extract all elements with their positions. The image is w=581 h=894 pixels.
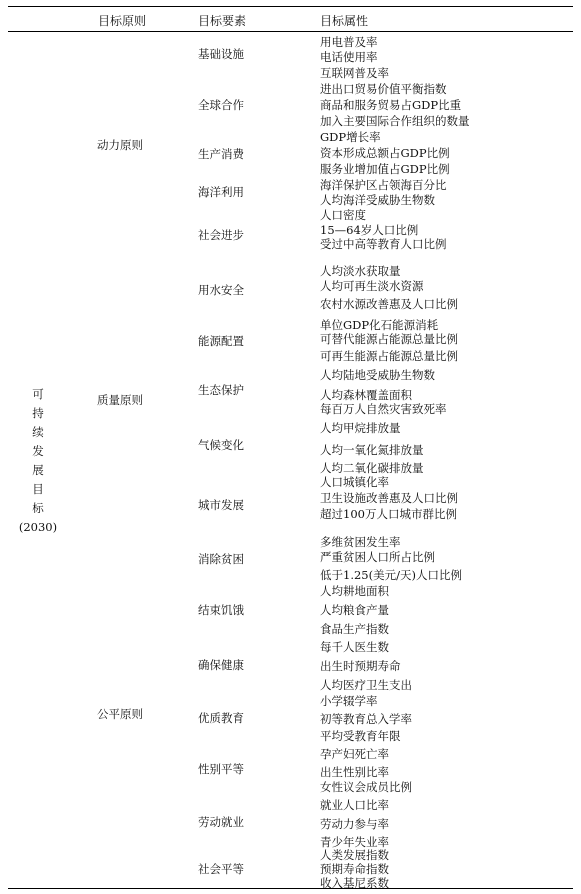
attribute-cell: 人均一氧化氮排放量	[320, 443, 424, 457]
attribute-cell: 平均受教育年限	[320, 729, 401, 743]
element-cell: 消除贫困	[198, 552, 244, 566]
element-cell: 劳动就业	[198, 815, 244, 829]
goal-label	[18, 385, 58, 537]
attribute-cell: 出生性别比率	[320, 765, 389, 779]
principle-equity: 公平原则	[97, 707, 143, 721]
attribute-cell: 加入主要国际合作组织的数量	[320, 114, 470, 128]
element-cell: 全球合作	[198, 98, 244, 112]
goal-char: 目	[32, 482, 44, 496]
goal-char: 发	[32, 444, 44, 458]
element-cell: 确保健康	[198, 658, 244, 672]
element-cell: 生产消费	[198, 147, 244, 161]
attribute-cell: 低于1.25(美元/天)人口比例	[320, 568, 462, 582]
attribute-cell: 小学辍学率	[320, 694, 378, 708]
attribute-cell: 人均医疗卫生支出	[320, 678, 412, 692]
attribute-cell: 卫生设施改善惠及人口比例	[320, 491, 458, 505]
header-element: 目标要素	[198, 14, 247, 28]
attribute-cell: 可替代能源占能源总量比例	[320, 332, 458, 346]
element-cell: 能源配置	[198, 334, 244, 348]
principle-quality: 质量原则	[97, 393, 143, 407]
element-cell: 生态保护	[198, 383, 244, 397]
goal-char: 持	[32, 406, 44, 420]
table-bottom-rule	[8, 888, 573, 889]
attribute-cell: 15—64岁人口比例	[320, 223, 419, 237]
table-header-rule	[8, 31, 573, 32]
attribute-cell: 人口城镇化率	[320, 475, 389, 489]
attribute-cell: 人均陆地受威胁生物数	[320, 368, 435, 382]
attribute-cell: 预期寿命指数	[320, 862, 389, 876]
element-cell: 气候变化	[198, 438, 244, 452]
goal-char: 可	[32, 387, 44, 401]
attribute-cell: 收入基尼系数	[320, 876, 389, 890]
attribute-cell: 电话使用率	[320, 50, 378, 64]
goal-char: 续	[32, 425, 44, 439]
goal-char: 标	[32, 501, 44, 515]
attribute-cell: 资本形成总额占GDP比例	[320, 146, 450, 160]
element-cell: 优质教育	[198, 711, 244, 725]
attribute-cell: 人类发展指数	[320, 848, 389, 862]
attribute-cell: 进出口贸易价值平衡指数	[320, 82, 447, 96]
attribute-cell: 单位GDP化石能源消耗	[320, 318, 439, 332]
attribute-cell: 海洋保护区占领海百分比	[320, 178, 447, 192]
attribute-cell: 人均甲烷排放量	[320, 421, 401, 435]
attribute-cell: 农村水源改善惠及人口比例	[320, 297, 458, 311]
attribute-cell: 超过100万人口城市群比例	[320, 507, 457, 521]
element-cell: 性别平等	[198, 762, 244, 776]
goal-char: 展	[32, 463, 44, 477]
attribute-cell: 青少年失业率	[320, 835, 389, 849]
attribute-cell: 每百万人自然灾害致死率	[320, 402, 447, 416]
attribute-cell: 女性议会成员比例	[320, 780, 412, 794]
attribute-cell: 多维贫困发生率	[320, 535, 401, 549]
attribute-cell: 初等教育总入学率	[320, 712, 412, 726]
attribute-cell: 服务业增加值占GDP比例	[320, 162, 450, 176]
attribute-cell: 受过中高等教育人口比例	[320, 237, 447, 251]
element-cell: 社会平等	[198, 862, 244, 876]
header-principle: 目标原则	[98, 14, 147, 28]
attribute-cell: 人均粮食产量	[320, 603, 389, 617]
attribute-cell: 人均耕地面积	[320, 584, 389, 598]
element-cell: 结束饥饿	[198, 603, 244, 617]
attribute-cell: 每千人医生数	[320, 640, 389, 654]
attribute-cell: 人均海洋受威胁生物数	[320, 193, 435, 207]
attribute-cell: 就业人口比率	[320, 798, 389, 812]
attribute-cell: 商品和服务贸易占GDP比重	[320, 98, 462, 112]
attribute-cell: 人口密度	[320, 208, 366, 222]
attribute-cell: 人均森林覆盖面积	[320, 388, 412, 402]
element-cell: 用水安全	[198, 283, 244, 297]
attribute-cell: GDP增长率	[320, 130, 381, 144]
attribute-cell: 食品生产指数	[320, 622, 389, 636]
goal-year: (2030)	[18, 520, 58, 534]
attribute-cell: 孕产妇死亡率	[320, 747, 389, 761]
element-cell: 海洋利用	[198, 185, 244, 199]
attribute-cell: 人均淡水获取量	[320, 264, 401, 278]
element-cell: 城市发展	[198, 498, 244, 512]
attribute-cell: 人均二氧化碳排放量	[320, 461, 424, 475]
attribute-cell: 用电普及率	[320, 35, 378, 49]
attribute-cell: 可再生能源占能源总量比例	[320, 349, 458, 363]
attribute-cell: 互联网普及率	[320, 66, 389, 80]
attribute-cell: 出生时预期寿命	[320, 659, 401, 673]
header-attribute: 目标属性	[320, 14, 369, 28]
element-cell: 社会进步	[198, 228, 244, 242]
principle-dynamic: 动力原则	[97, 138, 143, 152]
table-top-rule	[8, 6, 573, 7]
attribute-cell: 人均可再生淡水资源	[320, 279, 424, 293]
attribute-cell: 劳动力参与率	[320, 817, 389, 831]
element-cell: 基础设施	[198, 47, 244, 61]
attribute-cell: 严重贫困人口所占比例	[320, 550, 435, 564]
